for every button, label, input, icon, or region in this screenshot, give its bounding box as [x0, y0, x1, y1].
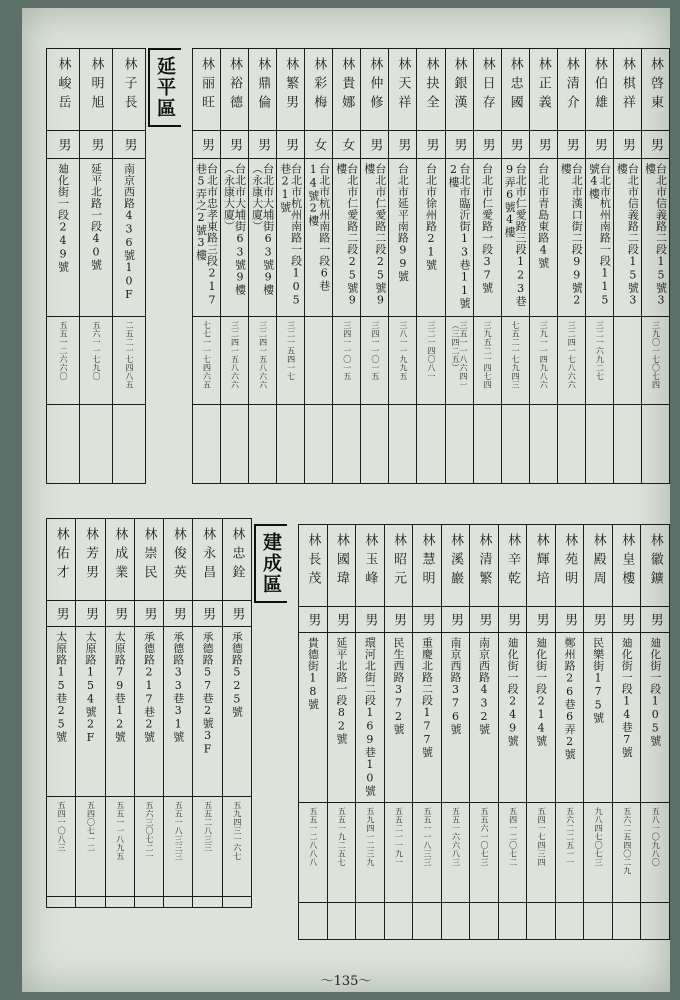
entry-blank: [470, 903, 498, 941]
directory-entry: [327, 525, 356, 939]
entry-blank: [76, 897, 104, 909]
entry-name: 林忠國: [502, 49, 529, 131]
entry-sex: 男: [299, 607, 327, 633]
entry-sex: 男: [446, 131, 473, 159]
entry-sex: 女: [305, 131, 332, 159]
entry-blank: [333, 405, 360, 485]
directory-entry: [304, 49, 332, 483]
entry-blank: [113, 405, 145, 485]
entry-blank: [499, 903, 527, 941]
directory-table-yanping-left: [46, 48, 146, 484]
entry-address: 台北市大埔街63號9樓（永康大廈）: [249, 159, 276, 317]
entry-phone: 五四一七四三四: [527, 803, 555, 903]
entry-name: 林徽鑛: [641, 525, 669, 607]
entry-blank: [361, 405, 388, 485]
entry-sex: 男: [530, 131, 557, 159]
entry-address: 台北市臨沂街13巷11號2樓: [446, 159, 473, 317]
directory-entry: [441, 525, 470, 939]
entry-sex: 男: [642, 131, 669, 159]
entry-blank: [527, 903, 555, 941]
entry-sex: 男: [361, 131, 388, 159]
directory-entry: [445, 49, 473, 483]
entry-phone: 五四一二〇七二: [499, 803, 527, 903]
directory-entry: [134, 519, 163, 907]
entry-name: 林棋祥: [614, 49, 641, 131]
entry-blank: [446, 405, 473, 485]
entry-blank: [106, 897, 134, 909]
entry-blank: [584, 903, 612, 941]
directory-entry: [220, 49, 248, 483]
entry-sex: 男: [641, 607, 669, 633]
entry-address: 廸化街一段14巷7號: [613, 633, 641, 803]
directory-table-jiancheng-main: [298, 524, 670, 940]
entry-phone: 五五六一〇七三: [470, 803, 498, 903]
entry-phone: 三五一一八六四一（三四二五）: [446, 317, 473, 405]
entry-phone: 三九一一四九八六: [530, 317, 557, 405]
entry-sex: 男: [527, 607, 555, 633]
directory-entry: [222, 519, 251, 907]
entry-blank: [328, 903, 356, 941]
entry-address: 台北市杭州南路一段105巷21號: [277, 159, 304, 317]
entry-sex: 男: [474, 131, 501, 159]
directory-entry: [501, 49, 529, 483]
entry-sex: 男: [385, 607, 413, 633]
entry-phone: 三二一六九二七: [586, 317, 613, 405]
entry-name: 林昭元: [385, 525, 413, 607]
entry-blank: [641, 903, 669, 941]
entry-phone: 五五一二八八八: [299, 803, 327, 903]
entry-address: 承德路525號: [223, 627, 251, 797]
entry-sex: 男: [614, 131, 641, 159]
entry-name: 林清介: [558, 49, 585, 131]
entry-sex: 男: [417, 131, 444, 159]
entry-name: 林伯雄: [586, 49, 613, 131]
entry-name: 林正義: [530, 49, 557, 131]
directory-entry: [416, 49, 444, 483]
entry-name: 林峻岳: [47, 49, 79, 131]
directory-entry: [360, 49, 388, 483]
entry-sex: 男: [413, 607, 441, 633]
entry-address: 台北市徐州路21號: [417, 159, 444, 317]
entry-address: 廸化街一段214號: [527, 633, 555, 803]
section-title-yanping: 延平區: [148, 48, 181, 127]
entry-address: 南京西路376號: [442, 633, 470, 803]
entry-phone: 三二一五四一七: [277, 317, 304, 405]
directory-entry: [355, 525, 384, 939]
entry-phone: 五六三〇七二一: [135, 797, 163, 897]
entry-blank: [530, 405, 557, 485]
entry-name: 林貴娜: [333, 49, 360, 131]
entry-address: 太原路154號2F: [76, 627, 104, 797]
entry-address: 廸化街一段249號: [47, 159, 79, 317]
directory-entry: [47, 519, 75, 907]
entry-blank: [642, 405, 669, 485]
entry-sex: 男: [328, 607, 356, 633]
directory-entry: [105, 519, 134, 907]
entry-name: 林子長: [113, 49, 145, 131]
directory-entry: [612, 525, 641, 939]
entry-sex: 男: [586, 131, 613, 159]
entry-phone: 三四一一〇一五: [361, 317, 388, 405]
entry-name: 林慧明: [413, 525, 441, 607]
directory-entry: [112, 49, 145, 483]
directory-table-jiancheng-left: [46, 518, 252, 908]
entry-blank: [164, 897, 192, 909]
entry-address: 廸化街一段105號: [641, 633, 669, 803]
entry-blank: [356, 903, 384, 941]
directory-entry: [193, 49, 220, 483]
entry-sex: 男: [135, 601, 163, 627]
entry-sex: 女: [333, 131, 360, 159]
directory-entry: [640, 525, 669, 939]
entry-phone: 二五二一七四八五: [113, 317, 145, 405]
entry-phone: 七七一一七四六五: [193, 317, 220, 405]
entry-phone: 五四〇七一二: [76, 797, 104, 897]
entry-blank: [442, 903, 470, 941]
entry-name: 林日存: [474, 49, 501, 131]
entry-sex: 男: [113, 131, 145, 159]
entry-blank: [80, 405, 112, 485]
entry-sex: 男: [499, 607, 527, 633]
entry-name: 林苑明: [556, 525, 584, 607]
entry-blank: [413, 903, 441, 941]
entry-sex: 男: [502, 131, 529, 159]
entry-address: 台北市仁愛路二段25號9樓: [333, 159, 360, 317]
entry-blank: [417, 405, 444, 485]
entry-phone: 五六二五四〇二九: [613, 803, 641, 903]
entry-sex: 男: [613, 607, 641, 633]
directory-entry: [384, 525, 413, 939]
entry-address: 太原路15巷25號: [47, 627, 75, 797]
entry-phone: 五八一〇九八〇: [641, 803, 669, 903]
entry-phone: 五五一二六六〇: [47, 317, 79, 405]
entry-sex: 男: [80, 131, 112, 159]
entry-address: 台北市杭州南路一段115號4樓: [586, 159, 613, 317]
entry-name: 林抉全: [417, 49, 444, 131]
entry-name: 林忠銓: [223, 519, 251, 601]
entry-blank: [221, 405, 248, 485]
entry-name: 林長茂: [299, 525, 327, 607]
entry-blank: [389, 405, 416, 485]
entry-phone: 七五二一七九四三: [502, 317, 529, 405]
entry-address: 太原路79巷12號: [106, 627, 134, 797]
entry-name: 林銀漢: [446, 49, 473, 131]
entry-sex: 男: [76, 601, 104, 627]
directory-entry: [75, 519, 104, 907]
directory-entry: [529, 49, 557, 483]
entry-phone: 五五二一一九一: [385, 803, 413, 903]
directory-entry: [613, 49, 641, 483]
entry-address: 台北市漢口街二段99號2樓: [558, 159, 585, 317]
entry-address: 承德路217巷2號: [135, 627, 163, 797]
entry-name: 林仲修: [361, 49, 388, 131]
entry-sex: 男: [277, 131, 304, 159]
entry-phone: 三九〇一七〇七四: [642, 317, 669, 405]
entry-phone: 三八一一九九五: [389, 317, 416, 405]
entry-blank: [558, 405, 585, 485]
directory-entry: [276, 49, 304, 483]
entry-address: 台北市仁愛路三段123巷9弄6號4樓: [502, 159, 529, 317]
entry-phone: 五五二八三三: [193, 797, 221, 897]
entry-address: 台北市仁愛路一段37號: [474, 159, 501, 317]
entry-sex: 男: [106, 601, 134, 627]
entry-name: 林啓東: [642, 49, 669, 131]
entry-phone: 九八四七〇七三: [584, 803, 612, 903]
entry-sex: 男: [193, 601, 221, 627]
entry-sex: 男: [470, 607, 498, 633]
entry-name: 林俊英: [164, 519, 192, 601]
directory-table-yanping-main: [192, 48, 670, 484]
entry-phone: 五五一八三三三: [164, 797, 192, 897]
entry-name: 林清繁: [470, 525, 498, 607]
entry-name: 林鼎倫: [249, 49, 276, 131]
entry-address: 台北市信義路二段15號3樓: [614, 159, 641, 317]
entry-sex: 男: [556, 607, 584, 633]
entry-blank: [614, 405, 641, 485]
entry-address: 台北市大埔街63號9樓（永康大廈）: [221, 159, 248, 317]
entry-address: 台北市延平南路99號: [389, 159, 416, 317]
entry-address: 重慶北路二段177號: [413, 633, 441, 803]
entry-blank: [223, 897, 251, 909]
directory-entry: [641, 49, 669, 483]
directory-entry: [79, 49, 112, 483]
entry-address: 貴德街18號: [299, 633, 327, 803]
entry-address: 台北市仁愛路二段25號9樓: [361, 159, 388, 317]
entry-name: 林明旭: [80, 49, 112, 131]
entry-sex: 男: [47, 601, 75, 627]
entry-name: 林永昌: [193, 519, 221, 601]
entry-blank: [385, 903, 413, 941]
entry-name: 林溪巖: [442, 525, 470, 607]
entry-phone: 五九四一二三九: [356, 803, 384, 903]
entry-phone: 三二四一五八六六: [221, 317, 248, 405]
entry-blank: [299, 903, 327, 941]
entry-phone: [305, 317, 332, 405]
directory-entry: [498, 525, 527, 939]
entry-sex: 男: [164, 601, 192, 627]
entry-sex: 男: [558, 131, 585, 159]
entry-blank: [249, 405, 276, 485]
entry-name: 林殿周: [584, 525, 612, 607]
entry-sex: 男: [442, 607, 470, 633]
directory-entry: [583, 525, 612, 939]
directory-entry: [526, 525, 555, 939]
directory-entry: [469, 525, 498, 939]
directory-entry: [388, 49, 416, 483]
entry-name: 林皇樓: [613, 525, 641, 607]
entry-name: 林芳男: [76, 519, 104, 601]
entry-phone: 三二四一七八六六: [558, 317, 585, 405]
entry-phone: 五六一一七九〇: [80, 317, 112, 405]
entry-phone: 三九五二一四七四: [474, 317, 501, 405]
page-number: ～135～: [320, 974, 372, 989]
directory-entry: [585, 49, 613, 483]
entry-blank: [135, 897, 163, 909]
directory-entry: [299, 525, 327, 939]
entry-blank: [47, 405, 79, 485]
directory-entry: [473, 49, 501, 483]
entry-address: 南京西路436號10F: [113, 159, 145, 317]
directory-entry: [332, 49, 360, 483]
entry-sex: 男: [47, 131, 79, 159]
entry-address: 民樂街175號: [584, 633, 612, 803]
entry-blank: [613, 903, 641, 941]
entry-phone: 五五一一八九五: [106, 797, 134, 897]
entry-sex: 男: [221, 131, 248, 159]
entry-blank: [474, 405, 501, 485]
entry-name: 林佑才: [47, 519, 75, 601]
entry-sex: 男: [193, 131, 220, 159]
entry-sex: 男: [223, 601, 251, 627]
directory-entry: [557, 49, 585, 483]
entry-sex: 男: [356, 607, 384, 633]
entry-name: 林崇民: [135, 519, 163, 601]
entry-name: 林國瑋: [328, 525, 356, 607]
directory-page: [22, 8, 670, 992]
entry-address: 民生西路372號: [385, 633, 413, 803]
entry-address: 延平北路一段82號: [328, 633, 356, 803]
entry-blank: [586, 405, 613, 485]
entry-phone: [614, 317, 641, 405]
entry-address: 承德路33巷31號: [164, 627, 192, 797]
entry-phone: 五六二二五一一: [556, 803, 584, 903]
entry-address: 延平北路一段40號: [80, 159, 112, 317]
entry-name: 林天祥: [389, 49, 416, 131]
directory-entry: [555, 525, 584, 939]
entry-phone: 三二四一五八六六: [249, 317, 276, 405]
entry-address: 承德路57巷2號3F: [193, 627, 221, 797]
entry-blank: [305, 405, 332, 485]
directory-entry: [248, 49, 276, 483]
entry-blank: [193, 897, 221, 909]
entry-blank: [502, 405, 529, 485]
directory-entry: [192, 519, 221, 907]
entry-name: 林丽旺: [193, 49, 220, 131]
entry-blank: [47, 897, 75, 909]
entry-blank: [556, 903, 584, 941]
entry-name: 林彩梅: [305, 49, 332, 131]
directory-entry: [47, 49, 79, 483]
directory-entry: [412, 525, 441, 939]
entry-address: 台北市信義路二段15號3樓: [642, 159, 669, 317]
entry-phone: 五四一〇八三: [47, 797, 75, 897]
entry-phone: 五五一一八三三: [413, 803, 441, 903]
entry-address: 廸化街一段249號: [499, 633, 527, 803]
entry-address: 鄭州路26巷6弄2號: [556, 633, 584, 803]
entry-name: 林成業: [106, 519, 134, 601]
entry-name: 林輝培: [527, 525, 555, 607]
entry-phone: 五五一九二五七: [328, 803, 356, 903]
directory-entry: [163, 519, 192, 907]
entry-name: 林玉峰: [356, 525, 384, 607]
entry-address: 環河北街二段169巷10號: [356, 633, 384, 803]
entry-address: 台北市青島東路4號: [530, 159, 557, 317]
entry-sex: 男: [584, 607, 612, 633]
entry-name: 林繁男: [277, 49, 304, 131]
entry-name: 林裕德: [221, 49, 248, 131]
entry-name: 林辛乾: [499, 525, 527, 607]
entry-blank: [277, 405, 304, 485]
entry-blank: [193, 405, 220, 485]
entry-sex: 男: [389, 131, 416, 159]
entry-phone: 五五一六六八三: [442, 803, 470, 903]
section-title-jiancheng: 建成區: [254, 524, 287, 603]
entry-address: 南京西路432號: [470, 633, 498, 803]
entry-phone: 三二一四〇八一: [417, 317, 444, 405]
entry-address: 台北市杭州南路一段6巷14號2樓: [305, 159, 332, 317]
entry-address: 台北市忠孝東路三段217巷5弄之2號3樓: [193, 159, 220, 317]
entry-sex: 男: [249, 131, 276, 159]
entry-phone: 三四一一〇一五: [333, 317, 360, 405]
entry-phone: 五九四三一六七: [223, 797, 251, 897]
